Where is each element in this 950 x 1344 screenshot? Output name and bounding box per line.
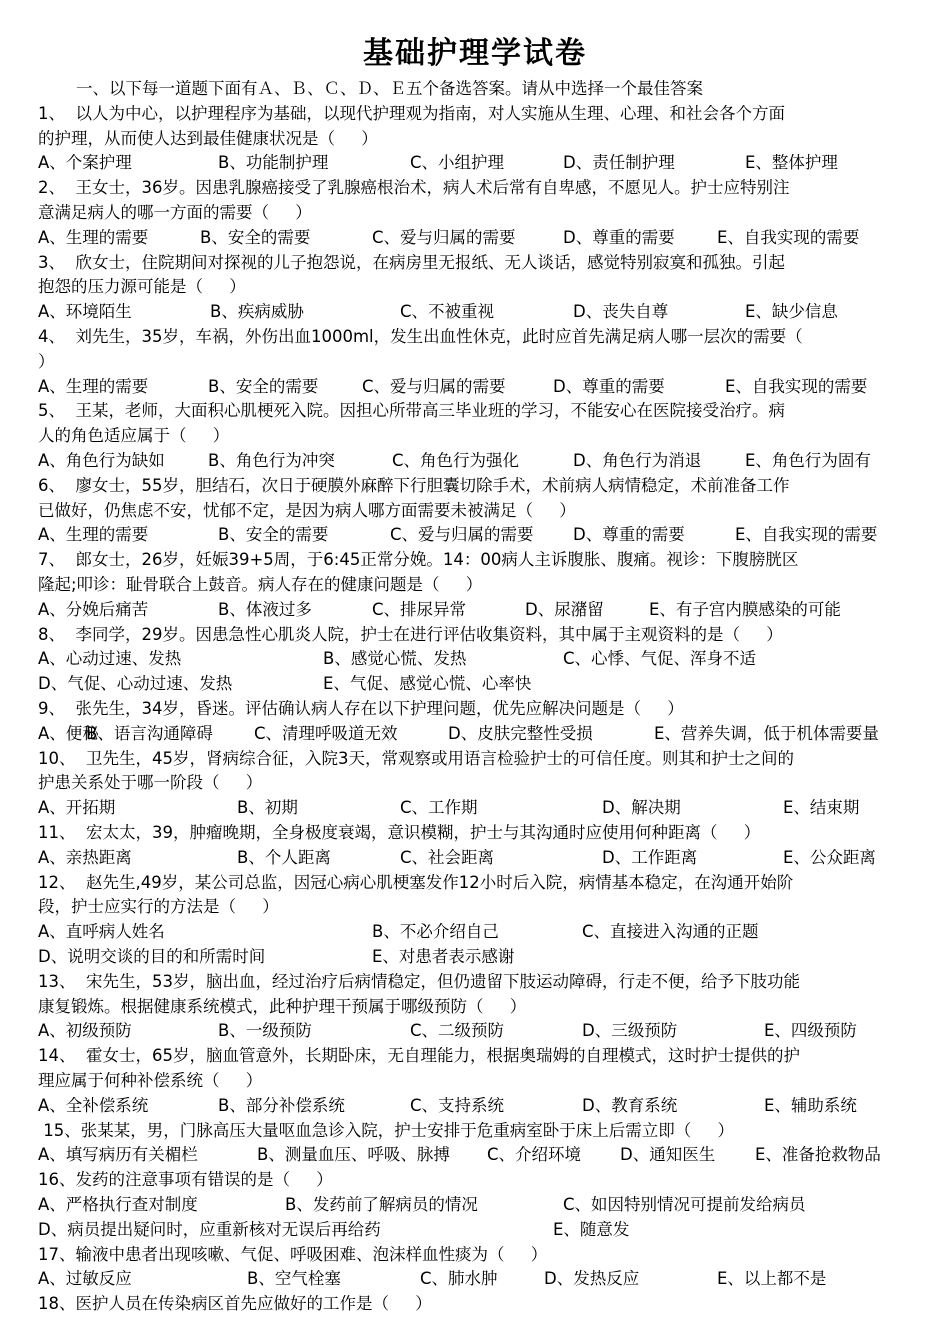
answer-option: C、社会距离 [400,847,495,867]
question-text: 4、 刘先生，35岁，车祸，外伤出血1000ml，发生出血性休克，此时应首先满足病人哪一层次的需要（ [38,327,803,346]
question-text: 理应属于何种补偿系统（ ） [38,1071,263,1090]
answer-option: B、空气栓塞 [247,1269,341,1289]
question-text: 12、 赵先生,49岁，某公司总监，因冠心病心肌梗塞发作12小时后入院，病情基本稳定，在沟通开始阶 [38,872,794,892]
answer-option: C、爱与归属的需要 [372,227,516,247]
question-text: 13、 宋先生，53岁，脑出血，经过治疗后病情稳定，但仍遗留下肢运动障碍，行走不便，给予下肢功能 [38,971,800,991]
answer-option: E、角色行为固有 [745,451,871,470]
answer-option: A、分娩后痛苦 [38,599,149,619]
answer-option: D、责任制护理 [563,153,675,173]
answer-option: A、心动过速、发热 [38,649,182,669]
answer-option: A、过敏反应 [38,1269,132,1289]
question-text: 3、 欣女士，住院期间对探视的儿子抱怨说，在病房里无报纸、无人谈话，感觉特别寂寞和孤独。引起 [38,252,785,272]
answer-option: E、以上都不是 [717,1269,827,1289]
answer-option: C、工作期 [400,798,478,818]
question-text: 康复锻炼。根据健康系统模式，此种护理干预属于哪级预防（ ） [38,996,527,1016]
question-text: 7、 郎女士，26岁，妊娠39+5周，于6:45正常分娩。14：00病人主诉腹胀、腹痛。视诊：下腹膀胱区 [38,550,799,570]
answer-option: B、不必介绍自己 [372,922,499,942]
answer-option: C、直接进入沟通的正题 [582,922,759,942]
answer-option: E、准备抢救物品 [755,1145,881,1165]
answer-option: A、开拓期 [38,798,116,818]
answer-option: A、初级预防 [38,1021,132,1041]
answer-option: C、二级预防 [410,1021,505,1041]
answer-option: B、语言沟通障碍 [86,723,213,743]
answer-option: B、角色行为冲突 [208,451,335,470]
question-text: 5、 王某，老师，大面积心肌梗死入院。因担心所带高三毕业班的学习，不能安心在医院接受治疗。病 [38,401,785,421]
question-text: 已做好，仍焦虑不安，忧郁不定，是因为病人哪方面需要未被满足（ ） [38,500,576,520]
answer-option: D、通知医生 [620,1145,716,1165]
answer-option: C、介绍环境 [487,1145,582,1165]
answer-option: E、气促、感觉心慌、心率快 [323,674,532,694]
answer-option: A、环境陌生 [38,302,132,322]
answer-option: C、不被重视 [400,302,495,322]
answer-option: E、营养失调，低于机体需要量 [654,723,879,743]
answer-option: D、丧失自尊 [573,302,669,322]
answer-option: C、肺水肿 [420,1269,498,1289]
answer-option: B、一级预防 [218,1021,312,1041]
answer-option: B、疾病威胁 [210,302,304,322]
answer-option: B、发药前了解病员的情况 [285,1195,478,1214]
answer-option: A、个案护理 [38,153,132,173]
answer-option: B、初期 [237,798,298,818]
question-text: 8、 李同学，29岁。因患急性心肌炎人院，护士在进行评估收集资料，其中属于主观资料的是（ ） [38,624,783,644]
answer-option: A、全补偿系统 [38,1095,149,1115]
question-text: 的护理，从而使人达到最佳健康状况是（ ） [38,128,378,148]
question-text: 段，护士应实行的方法是（ ） [38,897,279,917]
answer-option: A、严格执行查对制度 [38,1195,198,1214]
answer-option: A、直呼病人姓名 [38,922,165,942]
answer-option: D、发热反应 [544,1269,640,1289]
answer-option: D、说明交谈的目的和所需时间 [38,947,266,966]
answer-option: C、心悸、气促、浑身不适 [563,649,757,669]
question-text: 18、医护人员在传染病区首先应做好的工作是（ ） [38,1294,432,1314]
answer-option: E、整体护理 [745,153,838,173]
answer-option: E、缺少信息 [745,302,838,322]
question-text: 16、发药的注意事项有错误的是（ ） [38,1170,333,1190]
answer-option: A、亲热距离 [38,847,132,867]
question-text: 人的角色适应属于（ ） [38,426,230,446]
question-text: 隆起;叩诊：耻骨联合上鼓音。病人存在的健康问题是（ ） [38,575,483,594]
answer-option: A、角色行为缺如 [38,451,165,470]
question-text: 15、张某某，男，门脉高压大量呕血急诊入院，护士安排于危重病室卧于床上后需立即（ ） [38,1120,734,1140]
answer-option: C、如因特别情况可提前发给病员 [563,1195,806,1214]
answer-option: B、安全的需要 [200,227,311,247]
answer-option: C、爱与归属的需要 [362,376,506,396]
answer-option: E、自我实现的需要 [717,227,860,247]
answer-option: C、爱与归属的需要 [390,525,534,545]
question-text: 1、 以人为中心，以护理程序为基础，以现代护理观为指南，对人实施从生理、心理、和社会各个方面 [38,103,785,123]
answer-option: B、功能制护理 [218,153,329,173]
answer-option: D、皮肤完整性受损 [448,723,593,743]
answer-option: A、填写病历有关楣栏 [38,1145,198,1165]
answer-option: B、测量血压、呼吸、脉搏 [257,1145,450,1165]
answer-option: D、尊重的需要 [553,376,665,396]
answer-option: E、自我实现的需要 [735,525,878,545]
question-text: 11、 宏太太，39，肿瘤晚期，全身极度衰竭，意识模糊，护士与其沟通时应使用何种距离（ ） [38,823,761,842]
question-text: 17、输液中患者出现咳嗽、气促、呼吸困难、泡沫样血性痰为（ ） [38,1244,548,1264]
answer-option: E、辅助系统 [764,1095,857,1115]
answer-option: D、病员提出疑问时，应重新核对无误后再给药 [38,1219,381,1239]
answer-option: A、生理的需要 [38,376,149,396]
answer-option: E、随意发 [553,1219,630,1239]
answer-option: E、自我实现的需要 [725,376,868,396]
answer-option: C、支持系统 [410,1095,505,1115]
question-text: 护患关系处于哪一阶段（ ） [38,773,263,793]
answer-option: B、安全的需要 [208,376,319,396]
answer-option: C、排尿异常 [372,599,467,619]
answer-option: B、个人距离 [237,847,331,867]
answer-option: C、角色行为强化 [392,451,520,470]
answer-option: B、部分补偿系统 [218,1095,345,1115]
answer-option: E、对患者表示感谢 [372,947,515,966]
answer-option: D、角色行为消退 [573,451,702,470]
answer-option: D、三级预防 [582,1021,678,1041]
answer-option: B、体液过多 [218,599,312,619]
answer-option: D、气促、心动过速、发热 [38,674,233,694]
answer-option: B、安全的需要 [218,525,329,545]
answer-option: E、四级预防 [764,1021,857,1041]
answer-option: A、生理的需要 [38,525,149,545]
answer-option: A、便秘 [38,723,99,743]
answer-option: E、有子宫内膜感染的可能 [649,599,841,619]
answer-option: E、公众距离 [783,847,876,867]
answer-option: D、尊重的需要 [573,525,685,545]
answer-option: C、清理呼吸道无效 [254,723,398,743]
answer-option: D、尊重的需要 [563,227,675,247]
question-text: 意满足病人的哪一方面的需要（ ） [38,203,312,222]
answer-option: E、结束期 [783,798,860,818]
instruction: 一、以下每一道题下面有Ａ、Ｂ、Ｃ、Ｄ、Ｅ五个备选答案。请从中选择一个最佳答案 [76,79,703,98]
answer-option: B、感觉心慌、发热 [323,649,467,669]
question-text: 抱怨的压力源可能是（ ） [38,277,246,297]
question-text: 14、 霍女士，65岁，脑血管意外，长期卧床，无自理能力，根据奥瑞姆的自理模式，这时护士提供的护 [38,1046,800,1066]
question-text: 6、 廖女士，55岁，胆结石，次日于硬膜外麻醉下行胆囊切除手术，术前病人病情稳定，术前准备工作 [38,475,790,495]
answer-option: A、生理的需要 [38,227,149,247]
answer-option: D、尿潴留 [525,599,604,619]
answer-option: C、小组护理 [410,153,505,173]
page-title: 基础护理学试卷 [363,36,587,71]
question-text: 10、 卫先生，45岁，肾病综合征，入院3天，常观察或用语言检验护士的可信任度。则其和护士之间的 [38,748,794,768]
question-text: 9、 张先生，34岁，昏迷。评估确认病人存在以下护理问题，优先应解决问题是（ ） [38,699,684,718]
question-text: 2、 王女士，36岁。因患乳腺癌接受了乳腺癌根治术，病人术后常有自卑感，不愿见人。护士应特别注 [38,178,790,198]
answer-option: D、教育系统 [582,1095,678,1115]
answer-option: D、解决期 [602,798,681,818]
answer-option: D、工作距离 [602,847,698,867]
question-text: ） [38,351,55,371]
